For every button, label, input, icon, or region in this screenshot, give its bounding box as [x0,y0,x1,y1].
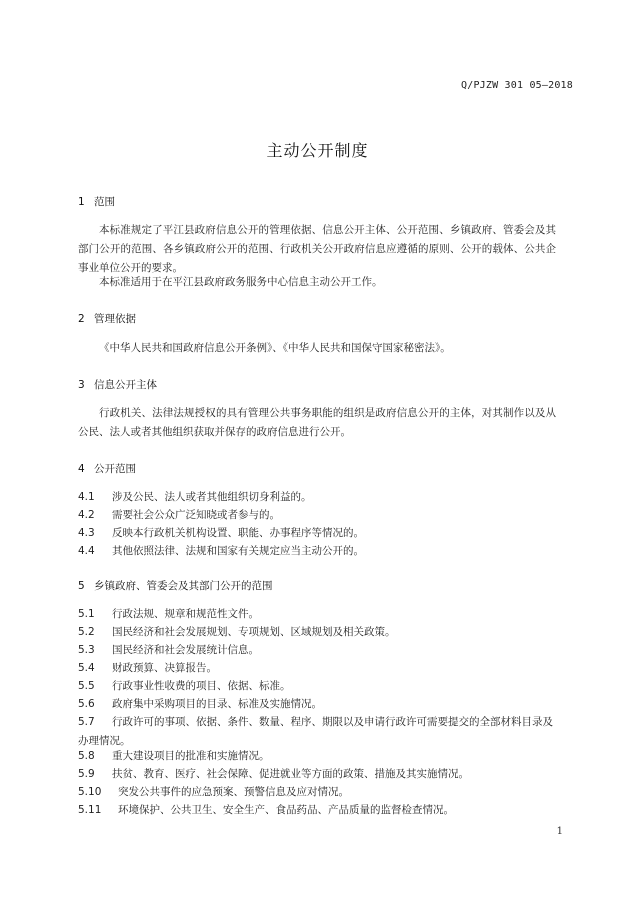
item-number: 5.4 [78,662,95,674]
section-heading-1 [78,194,115,209]
document-code: Q/PJZW 301 05—2018 [461,80,573,91]
list-item [78,659,556,678]
list-item [78,765,556,784]
list-item [78,783,556,802]
section-number: 3 [78,379,85,391]
list-item [78,747,556,766]
list-item [78,801,556,820]
item-number: 4.3 [78,527,95,539]
section-title: 范围 [94,196,115,208]
section-title: 管理依据 [94,313,136,325]
item-number: 5.7 [78,716,95,728]
item-text: 需要社会公众广泛知晓或者参与的。 [112,509,280,521]
item-number: 4.4 [78,545,95,557]
list-item [78,677,556,696]
list-item [78,542,556,561]
section-title: 公开范围 [94,463,136,475]
item-text: 行政许可的事项、依据、条件、数量、程序、期限以及申请行政许可需要提交的全部材料目录及办理情况。 [78,716,553,747]
list-item [78,713,556,751]
item-text: 扶贫、教育、医疗、社会保障、促进就业等方面的政策、措施及其实施情况。 [112,768,469,780]
list-item [78,524,556,543]
list-item [78,488,556,507]
item-text: 重大建设项目的批准和实施情况。 [112,750,270,762]
section-heading-2 [78,311,136,326]
section-number: 5 [78,580,85,592]
list-item [78,641,556,660]
paragraph: 行政机关、法律法规授权的具有管理公共事务职能的组织是政府信息公开的主体，对其制作以及从公民、法人或者其他组织获取并保存的政府信息进行公开。 [78,407,556,438]
page-number: 1 [556,826,563,837]
item-text: 政府集中采购项目的目录、标准及实施情况。 [112,698,322,710]
list-item [78,605,556,624]
item-text: 环境保护、公共卫生、安全生产、食品药品、产品质量的监督检查情况。 [118,804,454,816]
paragraph: 本标准规定了平江县政府信息公开的管理依据、信息公开主体、公开范围、乡镇政府、管委会及其部门公开的范围、各乡镇政府公开的范围、行政机关公开政府信息应遵循的原则、公开的载体、公共企事业单位公开的要求。 [78,224,556,274]
item-text: 行政法规、规章和规范性文件。 [112,608,259,620]
item-text: 其他依照法律、法规和国家有关规定应当主动公开的。 [112,545,364,557]
item-text: 国民经济和社会发展统计信息。 [112,644,259,656]
paragraph: 本标准适用于在平江县政府政务服务中心信息主动公开工作。 [99,276,383,288]
section-number: 4 [78,463,85,475]
item-number: 5.3 [78,644,95,656]
item-number: 5.11 [78,804,102,816]
section-title: 乡镇政府、管委会及其部门公开的范围 [94,580,273,592]
section-number: 2 [78,313,85,325]
item-text: 反映本行政机关机构设置、职能、办事程序等情况的。 [112,527,364,539]
section-title: 信息公开主体 [94,379,157,391]
section-heading-4 [78,461,136,476]
item-number: 5.2 [78,626,95,638]
section-heading-3 [78,377,157,392]
item-number: 5.8 [78,750,95,762]
item-text: 行政事业性收费的项目、依据、标准。 [112,680,291,692]
section-heading-5 [78,578,273,593]
item-number: 4.1 [78,491,95,503]
paragraph: 《中华人民共和国政府信息公开条例》、《中华人民共和国保守国家秘密法》。 [99,342,451,354]
item-text: 涉及公民、法人或者其他组织切身利益的。 [112,491,312,503]
page-title: 主动公开制度 [266,141,369,160]
item-number: 5.10 [78,786,102,798]
item-text: 国民经济和社会发展规划、专项规划、区域规划及相关政策。 [112,626,396,638]
list-item [78,623,556,642]
list-item [78,506,556,525]
item-number: 5.9 [78,768,95,780]
section-number: 1 [78,196,85,208]
list-item [78,695,556,714]
item-number: 5.6 [78,698,95,710]
item-text: 财政预算、决算报告。 [112,662,217,674]
item-number: 4.2 [78,509,95,521]
item-number: 5.5 [78,680,95,692]
item-number: 5.1 [78,608,95,620]
item-text: 突发公共事件的应急预案、预警信息及应对情况。 [118,786,349,798]
